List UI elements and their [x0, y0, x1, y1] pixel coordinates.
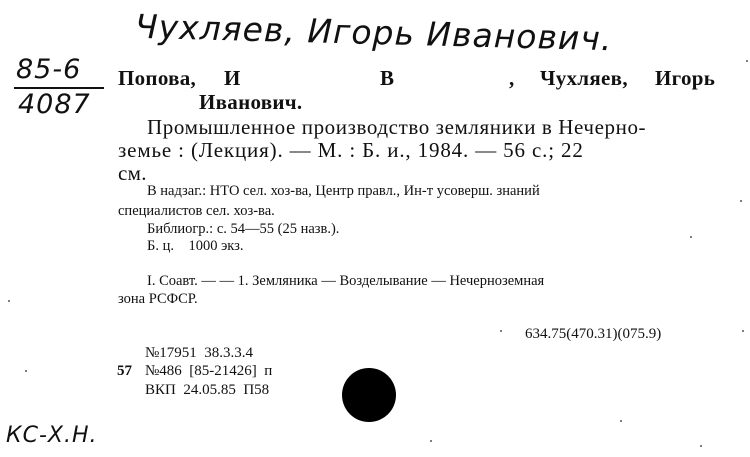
handwritten-author-name: Чухляев, Игорь Иванович.: [134, 6, 613, 59]
classification-index: 634.75(470.31)(075.9): [525, 326, 662, 342]
note-line-2: специалистов сел. хоз-ва.: [118, 203, 275, 219]
subject-line-2: зона РСФСР.: [118, 291, 198, 307]
registry-line-1: №17951 38.3.3.4: [145, 345, 254, 361]
heading-author1: Попова,: [118, 66, 197, 90]
scan-speck: [500, 330, 502, 332]
handwritten-shelf-mark-bottom: 4087: [18, 89, 91, 120]
scan-speck: [690, 236, 692, 238]
scan-speck: [740, 200, 742, 202]
note-line-4: Б. ц. 1000 экз.: [147, 238, 244, 254]
punch-hole: [342, 368, 396, 422]
title-line-3: см.: [118, 161, 147, 185]
scan-speck: [25, 370, 27, 372]
scan-speck: [8, 300, 10, 302]
scan-speck: [746, 60, 748, 62]
heading-author2-surname: Чухляев,: [540, 66, 628, 90]
scan-speck: [430, 440, 432, 442]
heading-comma: ,: [509, 66, 515, 90]
registry-line-2: №486 [85-21426] п: [145, 363, 273, 379]
scan-speck: [742, 330, 744, 332]
title-line-2: земье : (Лекция). — М. : Б. и., 1984. — 56 с.; 22: [118, 138, 584, 162]
subject-line-1: I. Соавт. — — 1. Земляника — Возделывание — Нечерноземная: [147, 273, 545, 289]
note-line-1: В надзаг.: НТО сел. хоз-ва, Центр правл., Ин-т усоверш. знаний: [147, 183, 540, 199]
handwritten-bottom-note: КС-Х.Н.: [6, 423, 98, 448]
registry-line-3: ВКП 24.05.85 П58: [145, 382, 270, 398]
heading-author2-patronymic: Иванович.: [199, 90, 303, 114]
handwritten-shelf-mark-top: 85-6: [16, 54, 82, 85]
heading-initial1: И: [224, 66, 241, 90]
registry-prefix: 57: [117, 363, 132, 379]
scan-speck: [620, 420, 622, 422]
heading-author2-firstname: Игорь: [655, 66, 716, 90]
title-line-1: Промышленное производство земляники в Нечерно-: [147, 115, 647, 139]
note-line-3: Библиогр.: с. 54—55 (25 назв.).: [147, 221, 340, 237]
heading-initial2: В: [380, 66, 395, 90]
scan-speck: [700, 445, 702, 447]
